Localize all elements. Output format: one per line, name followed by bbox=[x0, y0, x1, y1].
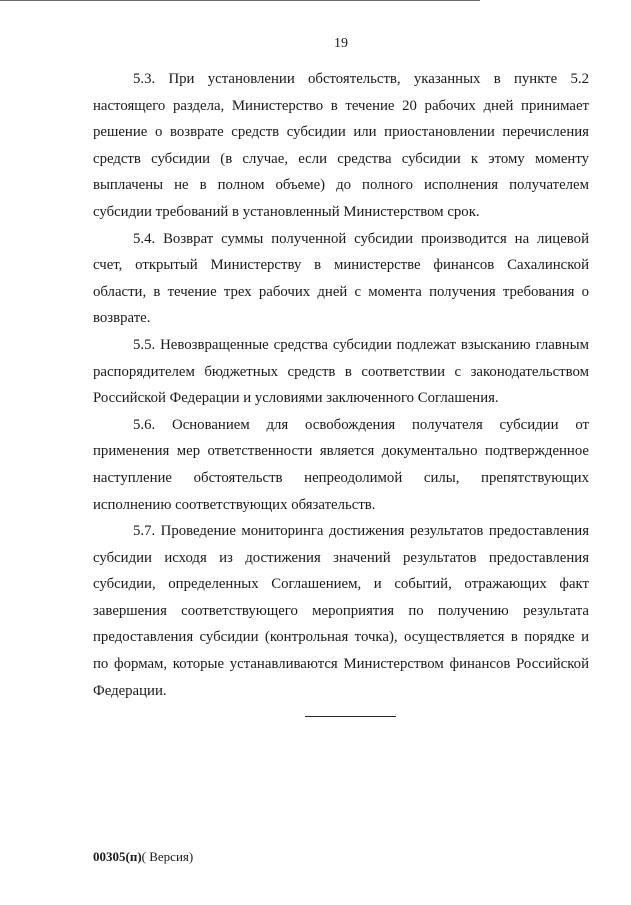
document-body bbox=[93, 66, 589, 704]
paragraph-5-3: 5.3. При установлении обстоятельств, указанных в пункте 5.2 настоящего раздела, Министерство в течение 20 рабочих дней принимает решение о возврате средств субсидии или приостановлении перечисления средств субсидии (в случае, если средства субсидии к этому моменту выплачены не в полном объеме) до полного исполнения получателем субсидии требований в установленный Министерством срок. bbox=[93, 71, 589, 220]
paragraph-5-4: 5.4. Возврат суммы полученной субсидии производится на лицевой счет, открытый Министерству в министерстве финансов Сахалинской области, в течение трех рабочих дней с момента получения требования о возврате. bbox=[93, 230, 589, 327]
document-code bbox=[93, 849, 193, 865]
paragraph-5-6: 5.6. Основанием для освобождения получателя субсидии от применения мер ответственности является документально подтвержденное наступление обстоятельств непреодолимой силы, препятствующих исполнению соответствующих обязательств. bbox=[93, 416, 589, 513]
page-number: 19 bbox=[334, 36, 348, 51]
paragraph-5-5: 5.5. Невозвращенные средства субсидии подлежат взысканию главным распорядителем бюджетных средств в соответствии с законодательством Российской Федерации и условиями заключенного Соглашения. bbox=[93, 336, 589, 407]
end-of-text-divider bbox=[305, 716, 396, 717]
paragraph-5-7: 5.7. Проведение мониторинга достижения результатов предоставления субсидии исходя из достижения значений результатов предоставления субсидии, определенных Соглашением, и событий, отражающих факт завершения соответствующего мероприятия по получению результата предоставления субсидии (контрольная точка), осуществляется в порядке и по формам, которые устанавливаются Министерством финансов Российской Федерации. bbox=[93, 523, 589, 699]
top-border-line bbox=[0, 0, 480, 1]
document-code-number: 00305(п) bbox=[93, 849, 142, 864]
document-code-version: ( Версия) bbox=[141, 849, 194, 864]
